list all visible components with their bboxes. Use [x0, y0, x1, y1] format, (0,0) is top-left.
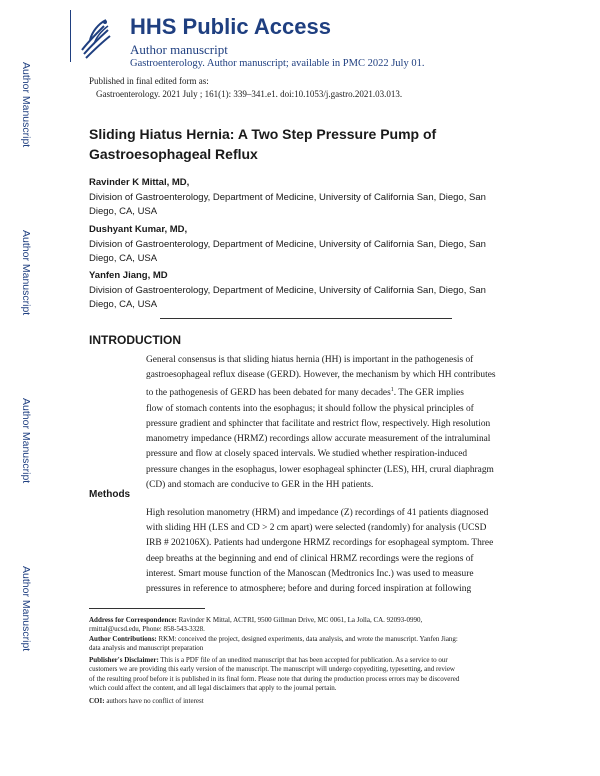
- text-line: pressure changes in the esophagus, lower esophageal sphincter (LES), HH, crural diaphragm: [146, 464, 494, 475]
- text-line: with sliding HH (LES and CD > 2 cm apart) were selected (randomly) for analysis (UCSD: [146, 523, 487, 534]
- footnote-label: Publisher's Disclaimer:: [89, 656, 159, 664]
- text-fragment: . The GER implies: [393, 388, 464, 399]
- footnote-line: [89, 616, 514, 625]
- author-manuscript-label: Author manuscript: [130, 42, 228, 57]
- footnote-line: data analysis and manuscript preparation: [89, 644, 204, 653]
- article-title: [89, 124, 519, 164]
- author-affiliation: [89, 284, 509, 312]
- footnote-text: This is a PDF file of an unedited manuscript that has been accepted for publication. As a service to our: [158, 656, 448, 664]
- section-divider: [160, 318, 452, 319]
- side-label: Author Manuscript: [20, 566, 32, 652]
- footnote-correspondence: [89, 616, 514, 635]
- side-label: Author Manuscript: [20, 398, 32, 484]
- text-line: (CD) and stomach are conducive to GER in the HH patients.: [146, 479, 374, 490]
- footnote-disclaimer: [89, 656, 514, 694]
- text-line: IRB # 202106X). Patients had undergone HRMZ recordings for esophageal symptom. Three: [146, 538, 494, 549]
- text-line: interest. Smart mouse function of the Manoscan (Medtronics Inc.) was used to measure: [146, 568, 474, 579]
- author-affiliation: [89, 238, 509, 266]
- title-line: Gastroesophageal Reflux: [89, 146, 258, 162]
- footnote-label: COI:: [89, 697, 105, 705]
- author-name: Dushyant Kumar, MD,: [89, 224, 188, 235]
- footnote-coi: [89, 697, 514, 706]
- author-affiliation: [89, 191, 509, 219]
- affiliation-line: Division of Gastroenterology, Department of Medicine, University of California San, Diego, San: [89, 239, 486, 250]
- title-line: Sliding Hiatus Hernia: A Two Step Pressure Pump of: [89, 126, 437, 142]
- footnote-line: of the resulting proof before it is published in its final form. Please note that during the production process errors may be discovered: [89, 674, 460, 683]
- text-line: deep breaths at the beginning and end of clinical HRMZ recordings were the regions of: [146, 553, 474, 564]
- citation: Gastroenterology. 2021 July ; 161(1): 339–341.e1. doi:10.1053/j.gastro.2021.03.013.: [96, 89, 403, 99]
- header-divider: [70, 10, 71, 62]
- text-line: gastroesophageal reflux disease (GERD). However, the mechanism by which HH contributes: [146, 370, 496, 381]
- introduction-heading: INTRODUCTION: [89, 333, 181, 347]
- text-line: [146, 383, 502, 401]
- footnote-line: customers we are providing this early version of the manuscript. The manuscript will undergo copyediting, typesetting, and review: [89, 665, 455, 674]
- side-label: Author Manuscript: [20, 62, 32, 148]
- affiliation-line: Division of Gastroenterology, Department of Medicine, University of California San, Diego, San: [89, 285, 486, 296]
- text-line: pressure gradient and sphincter that facilitate and restrict flow, respectively. High resolution: [146, 418, 491, 429]
- footnote-divider: [89, 608, 205, 609]
- text-line: General consensus is that sliding hiatus hernia (HH) is important in the pathogenesis of: [146, 355, 474, 365]
- affiliation-line: Division of Gastroenterology, Department of Medicine, University of California San, Diego, San: [89, 192, 486, 203]
- text-line: manometry impedance (HRMZ) recordings allow accurate measurement of the intraluminal: [146, 434, 491, 445]
- author-name: Yanfen Jiang, MD: [89, 270, 168, 281]
- text-line: pressure and flow at closely spaced intervals. We studied whether respiration-induced: [146, 449, 468, 460]
- footnote-text: authors have no conflict of interest: [104, 697, 204, 705]
- affiliation-line: Diego, CA, USA: [89, 253, 158, 264]
- text-fragment: to the pathogenesis of GERD has been debated for many decades: [146, 388, 391, 399]
- footnote-label: Address for Correspondence:: [89, 616, 177, 624]
- side-label: Author Manuscript: [20, 230, 32, 316]
- footnote-line: [89, 635, 514, 644]
- published-label: Published in final edited form as:: [89, 76, 209, 86]
- author-name: Ravinder K Mittal, MD,: [89, 177, 190, 188]
- availability-line: Gastroenterology. Author manuscript; available in PMC 2022 July 01.: [130, 58, 425, 69]
- text-line: pressures in reference to atmosphere; before and during forced inspiration at following: [146, 584, 472, 595]
- footnote-line: [89, 656, 514, 665]
- footnote-text: Ravinder K Mittal, ACTRI, 9500 Gillman Drive, MC 0061, La Jolla, CA. 92093-0990,: [176, 616, 423, 624]
- footnote-label: Author Contributions:: [89, 635, 157, 643]
- affiliation-line: Diego, CA, USA: [89, 206, 158, 217]
- footnote-line: rmittal@ucsd.edu, Phone: 858-543-3328.: [89, 625, 205, 634]
- hhs-eagle-logo-icon: [78, 16, 112, 60]
- footnote-line: [89, 697, 514, 706]
- footnote-contributions: [89, 635, 514, 654]
- text-line: flow of stomach contents into the esophagus; it should follow the physical principles of: [146, 403, 474, 414]
- text-line: High resolution manometry (HRM) and impedance (Z) recordings of 41 patients diagnosed: [146, 508, 489, 518]
- affiliation-line: Diego, CA, USA: [89, 299, 158, 310]
- reference-superscript[interactable]: 1: [390, 387, 394, 394]
- footnote-line: which could affect the content, and all legal disclaimers that apply to the journal pertain.: [89, 684, 337, 693]
- methods-paragraph: [146, 506, 502, 597]
- brand-title: HHS Public Access: [130, 14, 331, 39]
- footnote-text: RKM: conceived the project, designed experiments, data analysis, and wrote the manuscript. Yanfen Jiang:: [156, 635, 458, 643]
- introduction-paragraph: [146, 353, 502, 493]
- methods-heading: Methods: [89, 489, 131, 500]
